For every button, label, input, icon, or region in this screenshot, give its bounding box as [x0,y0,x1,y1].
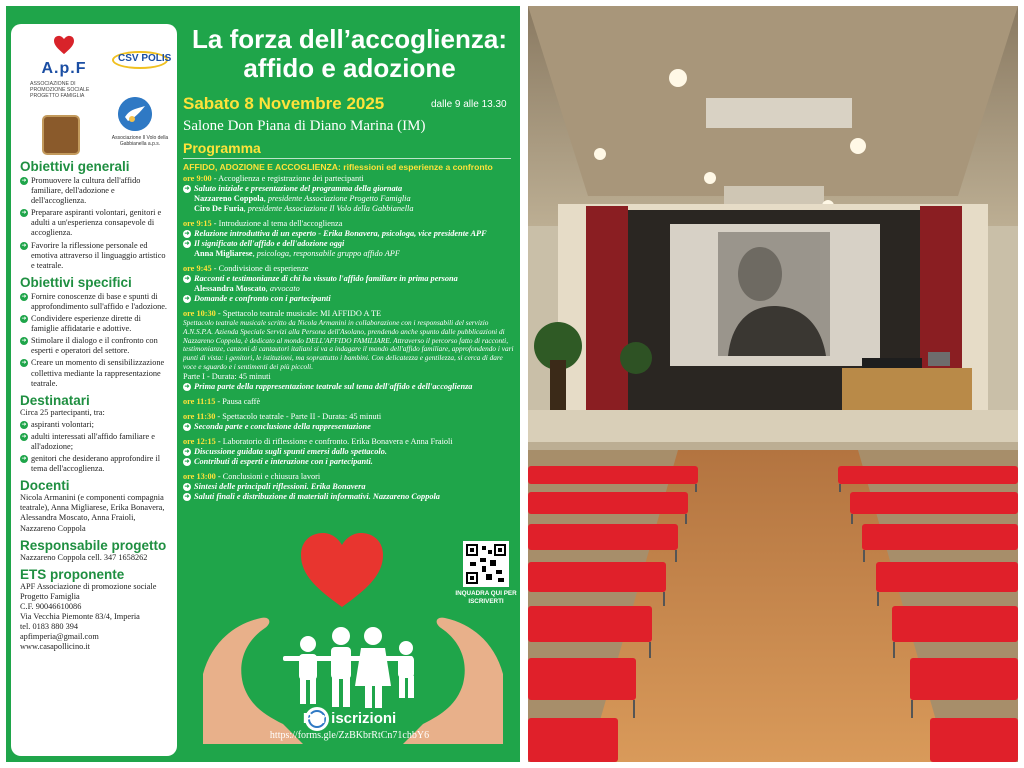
iscrizioni-heading: Per iscrizioni [302,710,397,727]
schedule-slot: ore 13:00 - Conclusioni e chiusura lavori ➜ Sintesi delle principali riflessioni. Erika Bonavera ➜ Saluti finali e distribuzione di materiali informativi. Nazzareno Coppola [183,471,440,501]
apf-logo-text: A.p.F [41,60,87,77]
stage-icon [528,410,1018,444]
arrow-bullet-icon: ➜ [21,242,27,249]
schedule-slot: ore 9:00 - Accoglienza e registrazione dei partecipanti ➜ Saluto iniziale e presentazione del programma della giornata Nazzareno Coppola, presidente Associazione Progetto Famiglia Ciro De Furia, presidente Associazione Il Volo della Gabbianella [183,174,414,213]
slot-item: Saluti finali e distribuzione di materiali informativi. Nazzareno Coppola [194,491,440,501]
qr-code-icon[interactable] [463,541,509,587]
poster-title-line-2: affido e adozione [243,53,456,83]
slot-title: Spettacolo teatrale - Parte II - Durata: 45 minuti [222,411,382,421]
event-date: Sabato 8 Novembre 2025 [183,94,385,113]
heart-icon [299,531,385,609]
schedule-slot: ore 11:15 - Pausa caffè [183,396,261,406]
poster-sidebar [11,24,177,756]
list-item: ➜ Promuovere la cultura dell'affido familiare, dell'adozione e dell'accoglienza. [21,176,141,206]
slot-title: Condivisione di esperienze [218,264,309,273]
logos-area [20,29,172,155]
hall-photo [528,6,1018,762]
bird-logo-icon [118,97,152,131]
schedule-slot: ore 10:30 - Spettacolo teatrale musicale: MI AFFIDO A TE Spettacolo teatrale musicale scritto da Nicola Armanini in collaborazione con i responsabili del servizio A.N.S.P.A. Azienda Speciale Servizi alla Persona dell'Asolano, prendendo anche spunto dalle pubblicazioni di Nazzareno Coppola, è dedicato al mondo DELL'AFFIDO FAMILIARE. Attraverso il percorso fatto di racconti, testimonianze, canzoni di cantautori italiani si va a indagare il mondo dell'affido familiare, approfondendo i vari punti di vista: i genitori, le istituzioni, ma soprattutto i bambini. Con delicatezza e gentilezza, si cerca di dare voce e sguardo e i sentimenti dei più piccoli. Parte I - Durata: 45 minuti ➜ Prima parte della rappresentazione teatrale sul tema dell'affido e dell'accoglienza [183,309,514,391]
obiettivi-generali-heading: Obiettivi generali [20,159,130,174]
arrow-bullet-icon: ➜ [21,210,27,217]
person-name: Anna Migliarese [194,249,253,258]
slot-subtitle: Parte I - Durata: 45 minuti [183,371,271,381]
csv-logo-text: CSV POLIS [118,53,172,64]
qr-caption: INQUADRA QUI PER ISCRIVERTI [455,590,517,605]
list-item: ➜ aspiranti volontari; [21,419,94,429]
ets-line: C.F. 90046610086 [20,601,82,611]
arrow-bullet-icon: ➜ [184,458,190,465]
person-role: presidente Associazione Progetto Famiglia [267,194,411,203]
programma-intro: AFFIDO, ADOZIONE E ACCOGLIENZA: riflessioni ed esperienze a confronto [183,162,493,172]
arrow-bullet-icon: ➜ [21,178,27,184]
arrow-bullet-icon: ➜ [184,383,190,390]
slot-item: Discussione guidata sugli spunti emersi dallo spettacolo. [194,446,387,456]
slot-time: ore 9:00 [183,174,212,183]
responsabile-heading: Responsabile progetto [20,537,167,553]
person-name: Alessandra Moscato [194,284,266,293]
iscrizioni-link[interactable]: https://forms.gle/ZzBKbrRtCn71chbY6 [269,730,430,741]
show-description: Spettacolo teatrale musicale scritto da Nicola Armanini in collaborazione con i responsabili del servizio A.N.S.P.A. Azienda Speciale Servizi alla Persona dell'Asolano, prendendo anche spunto dalle pubblicazioni di Nazzareno Coppola, è dedicato al mondo DELL'AFFIDO FAMILIARE. Attraverso il percorso fatto di racconti, testimonianze, canzoni di cantautori italiani si va a indagare il mondo dell'affido familiare, approfondendo i vari punti di vista: i genitori, le istituzioni, ma soprattutto i bambini. Con delicatezza e gentilezza, si cerca di dare voce e sguardo e i sentimenti dei più piccoli. [183,318,514,371]
person-name: Nazzareno Coppola [194,194,264,203]
person-role: avvocato [269,284,300,293]
arrow-bullet-icon: ➜ [21,293,27,300]
ets-line: APF Associazione di promozione sociale [20,581,157,591]
slot-time: ore 12:15 [183,436,216,446]
slot-item: Domande e confronto con i partecipanti [194,294,331,303]
arrow-bullet-icon: ➜ [184,231,190,237]
poster-title-line-1: La forza dell’accoglienza: [192,24,507,54]
poster-main [179,6,520,762]
slot-item: Sintesi delle principali riflessioni. Erika Bonavera [194,481,366,491]
obiettivi-specifici-list [20,292,168,389]
list-item: ➜ genitori che desiderano approfondire il tema dell'accoglienza. [21,454,161,474]
arrow-bullet-icon: ➜ [184,186,190,192]
slot-title: Pausa caffè [222,396,261,406]
ets-website: www.casapollicino.it [20,642,90,652]
apf-subtitle: ASSOCIAZIONE DI PROMOZIONE SOCIALE PROGETTO FAMIGLIA [30,81,90,99]
csv-logo-icon [112,47,172,71]
auditorium-illustration [528,6,1018,762]
slot-time: ore 10:30 [183,309,216,318]
slot-title: Conclusioni e chiusura lavori [222,471,321,481]
slot-item: Saluto iniziale e presentazione del programma della giornata [194,184,403,193]
event-poster [6,6,520,762]
slot-time: ore 11:15 [183,396,216,406]
divider [183,158,511,159]
schedule-slot: ore 12:15 - Laboratorio di riflessione e confronto. Erika Bonavera e Anna Fraioli ➜ Discussione guidata sugli spunti emersi dallo spettacolo. ➜ Contributi di esperti e interazione con i partecipanti. [183,436,453,466]
schedule-slot: ore 9:45 - Condivisione di esperienze ➜ Racconti e testimonianze di chi ha vissuto l'affido familiare in prima persona Alessandra Moscato, avvocato ➜ Domande e confronto con i partecipanti [183,264,458,303]
obiettivi-generali-list [20,176,168,271]
list-item: ➜ adulti interessati all'affido familiare e all'adozione; [21,431,155,451]
responsabile-text: Nazzareno Coppola cell. 347 1658262 [20,552,148,562]
ceiling-vent [706,98,852,128]
slot-title: Accoglienza e registrazione dei partecipanti [218,174,364,183]
person-name: Ciro De Furia [194,204,244,213]
slot-item: Contributi di esperti e interazione con i partecipanti. [194,456,373,466]
list-item: ➜ Favorire la riflessione personale ed emotiva attraverso il linguaggio artistico e teatrale. [21,240,166,270]
destinatari-intro: Circa 25 partecipanti, tra: [20,407,105,417]
list-item: ➜ Creare un momento di sensibilizzazione collettiva mediante la rappresentazione teatrale. [21,358,165,388]
slot-title: Spettacolo teatrale musicale: MI AFFIDO A TE [222,309,382,318]
person-role: presidente Associazione Il Volo della Gabbianella [247,204,414,213]
bird-logo-caption: Associazione Il Volo della Gabbianella a.p.s. [111,135,169,147]
ets-line: tel. 0183 880 394 [20,622,79,632]
slot-item: Seconda parte e conclusione della rappresentazione [194,421,371,431]
heart-logo-icon [53,35,75,55]
slot-title: Introduzione al tema dell'accoglienza [218,219,343,228]
event-venue: Salone Don Piana di Diano Marina (IM) [183,118,426,134]
slot-item: Racconti e testimonianze di chi ha vissuto l'affido familiare in prima persona [194,274,458,283]
destinatari-heading: Destinatari [20,392,90,408]
arrow-bullet-icon: ➜ [184,423,190,430]
docenti-text: Nicola Armanini (e componenti compagnia teatrale), Anna Migliarese, Erika Bonavera, Alessandra Moscato, Anna Fraioli, Nazzareno Coppola [20,493,165,533]
arrow-bullet-icon: ➜ [184,296,190,302]
schedule-slot: ore 9:15 - Introduzione al tema dell'accoglienza ➜ Relazione introduttiva di un esperto - Erika Bonavera, psicologa, vice presidente APF ➜ Il significato dell'affido e dell'adozione oggi Anna Migliarese, psicologa, responsabile gruppo affido APF [183,219,487,258]
event-time: dalle 9 alle 13.30 [431,99,507,110]
obiettivi-specifici-heading: Obiettivi specifici [20,274,132,290]
ets-heading: ETS proponente [20,566,125,582]
slot-time: ore 9:15 [183,219,212,228]
list-item: ➜ Preparare aspiranti volontari, genitori e adulti a un'esperienza consapevole di accoglienza. [21,208,162,238]
slot-title: Laboratorio di riflessione e confronto. Erika Bonavera e Anna Fraioli [222,436,453,446]
slot-item: Il significato dell'affido e dell'adozione oggi [194,239,345,248]
arrow-bullet-icon: ➜ [21,433,27,440]
arrow-bullet-icon: ➜ [21,316,27,323]
stage-desk [842,368,972,412]
curtain-left [586,206,628,416]
arrow-bullet-icon: ➜ [184,493,190,500]
list-item: ➜ Condividere esperienze dirette di famiglie affidatarie e adottive. [21,314,141,334]
slot-time: ore 11:30 [183,411,216,421]
programma-heading: Programma [183,140,261,156]
person-role: psicologa, responsabile gruppo affido APF [256,249,400,258]
schedule-slot: ore 11:30 - Spettacolo teatrale - Parte II - Durata: 45 minuti ➜ Seconda parte e conclusione della rappresentazione [183,411,382,431]
docenti-heading: Docenti [20,478,70,494]
slot-item: Prima parte della rappresentazione teatrale sul tema dell'affido e dell'accoglienza [194,381,473,391]
ets-line: Progetto Famiglia [20,591,80,601]
arrow-bullet-icon: ➜ [184,448,190,455]
arrow-bullet-icon: ➜ [21,360,27,367]
slot-time: ore 9:45 [183,264,212,273]
arrow-bullet-icon: ➜ [21,338,27,345]
program-schedule [183,174,515,507]
list-item: ➜ Stimolare il dialogo e il confronto con esperti e operatori del settore. [21,336,158,356]
ets-line: Via Vecchia Piemonte 83/4, Imperia [20,612,140,621]
slot-item: Relazione introduttiva di un esperto - Erika Bonavera, psicologa, vice presidente APF [194,229,487,238]
slot-time: ore 13:00 [183,471,216,481]
arrow-bullet-icon: ➜ [184,276,190,282]
list-item: ➜ Fornire conoscenze di base e spunti di approfondimento sull'affido e l'adozione. [21,291,168,311]
arrow-bullet-icon: ➜ [21,456,27,463]
arrow-bullet-icon: ➜ [21,421,27,428]
arrow-bullet-icon: ➜ [184,483,190,490]
apf-logo [34,35,94,78]
arrow-bullet-icon: ➜ [184,241,190,247]
destinatari-list [20,420,168,474]
ets-email: apfimperia@gmail.com [20,632,99,642]
crest-icon [42,115,80,155]
